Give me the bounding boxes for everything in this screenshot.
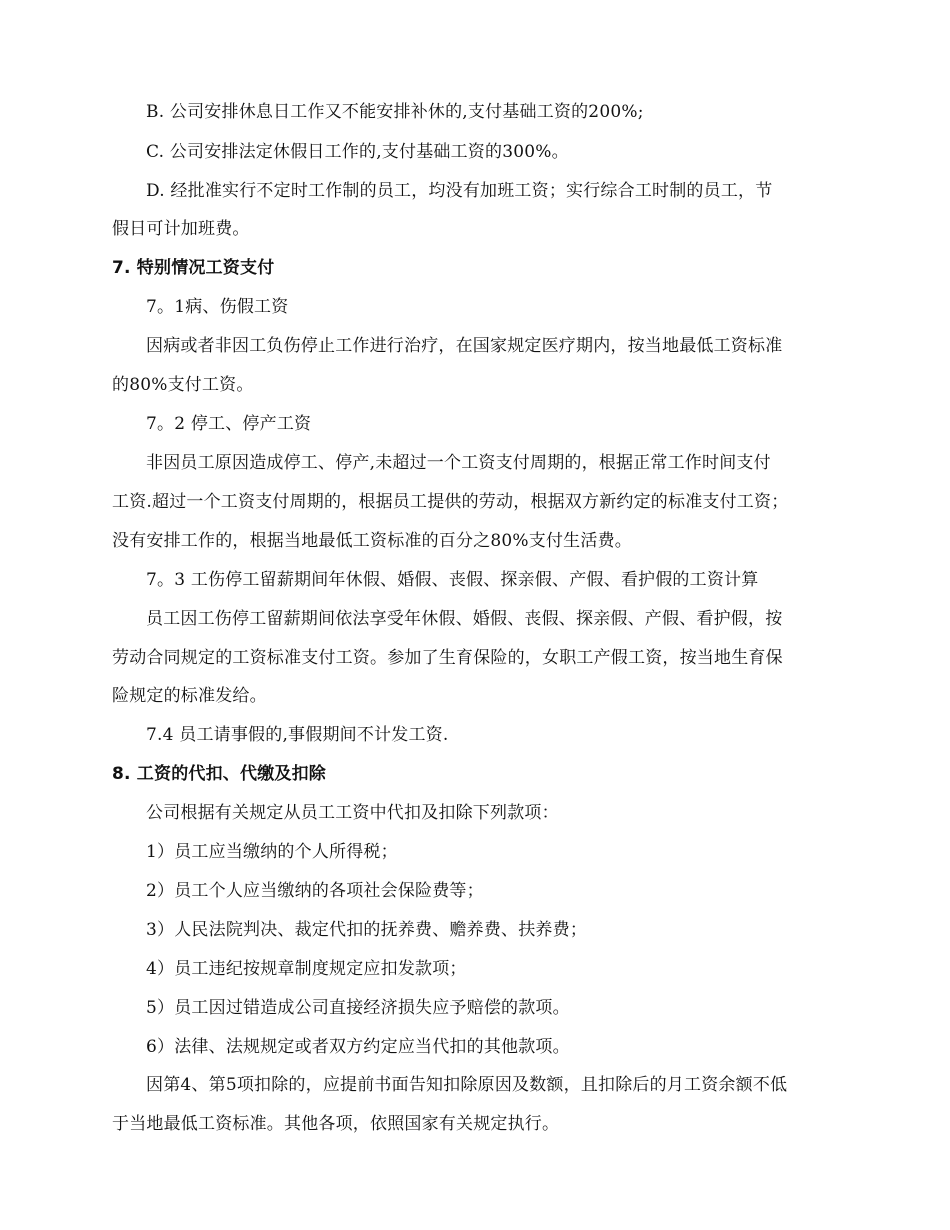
paragraph-line-7-2: 非因员工原因造成停工、停产,未超过一个工资支付周期的，根据正常工作时间支付 <box>146 453 771 473</box>
subheading-7-3: 7。3 工伤停工留薪期间年休假、婚假、丧假、探亲假、产假、看护假的工资计算 <box>146 570 759 590</box>
paragraph-line-c-rule: C. 公司安排法定休假日工作的,支付基础工资的300%。 <box>146 142 569 162</box>
paragraph-line-8-final-cont: 于当地最低工资标准。其他各项，依照国家有关规定执行。 <box>112 1114 560 1134</box>
list-item-1: 1）员工应当缴纳的个人所得税； <box>146 842 398 862</box>
paragraph-line-7-2-cont1: 工资.超过一个工资支付周期的，根据员工提供的劳动，根据双方新约定的标准支付工资； <box>112 492 789 512</box>
subheading-7-2: 7。2 停工、停产工资 <box>146 414 312 434</box>
paragraph-line-7-3: 员工因工伤停工留薪期间依法享受年休假、婚假、丧假、探亲假、产假、看护假，按 <box>146 609 783 629</box>
list-item-3: 3）人民法院判决、裁定代扣的抚养费、赡养费、扶养费； <box>146 920 588 940</box>
list-item-4: 4）员工违纪按规章制度规定应扣发款项； <box>146 959 467 979</box>
subheading-7-1: 7。1病、伤假工资 <box>146 297 289 317</box>
list-item-5: 5）员工因过错造成公司直接经济损失应予赔偿的款项。 <box>146 998 570 1018</box>
list-item-6: 6）法律、法规规定或者双方约定应当代扣的其他款项。 <box>146 1037 570 1057</box>
paragraph-line-d-rule-cont: 假日可计加班费。 <box>112 219 250 239</box>
section-heading-7: 7. 特别情况工资支付 <box>112 258 275 278</box>
paragraph-line-b-rule: B. 公司安排休息日工作又不能安排补休的,支付基础工资的200%; <box>146 102 644 122</box>
paragraph-line-d-rule: D. 经批准实行不定时工作制的员工，均没有加班工资；实行综合工时制的员工，节 <box>146 181 773 201</box>
paragraph-line-7-2-cont2: 没有安排工作的，根据当地最低工资标准的百分之80%支付生活费。 <box>112 531 632 551</box>
paragraph-line-8-intro: 公司根据有关规定从员工工资中代扣及扣除下列款项： <box>146 803 559 823</box>
paragraph-line-7-3-cont2: 险规定的标准发给。 <box>112 686 267 706</box>
paragraph-line-7-1-cont: 的80%支付工资。 <box>112 375 254 395</box>
paragraph-line-7-1: 因病或者非因工负伤停止工作进行治疗，在国家规定医疗期内，按当地最低工资标准 <box>146 336 783 356</box>
paragraph-line-7-3-cont1: 劳动合同规定的工资标准支付工资。参加了生育保险的，女职工产假工资，按当地生育保 <box>112 648 783 668</box>
paragraph-line-8-final: 因第4、第5项扣除的，应提前书面告知扣除原因及数额，且扣除后的月工资余额不低 <box>146 1075 788 1095</box>
list-item-2: 2）员工个人应当缴纳的各项社会保险费等； <box>146 881 484 901</box>
paragraph-line-7-4: 7.4 员工请事假的,事假期间不计发工资. <box>146 725 449 745</box>
section-heading-8: 8. 工资的代扣、代缴及扣除 <box>112 764 327 784</box>
